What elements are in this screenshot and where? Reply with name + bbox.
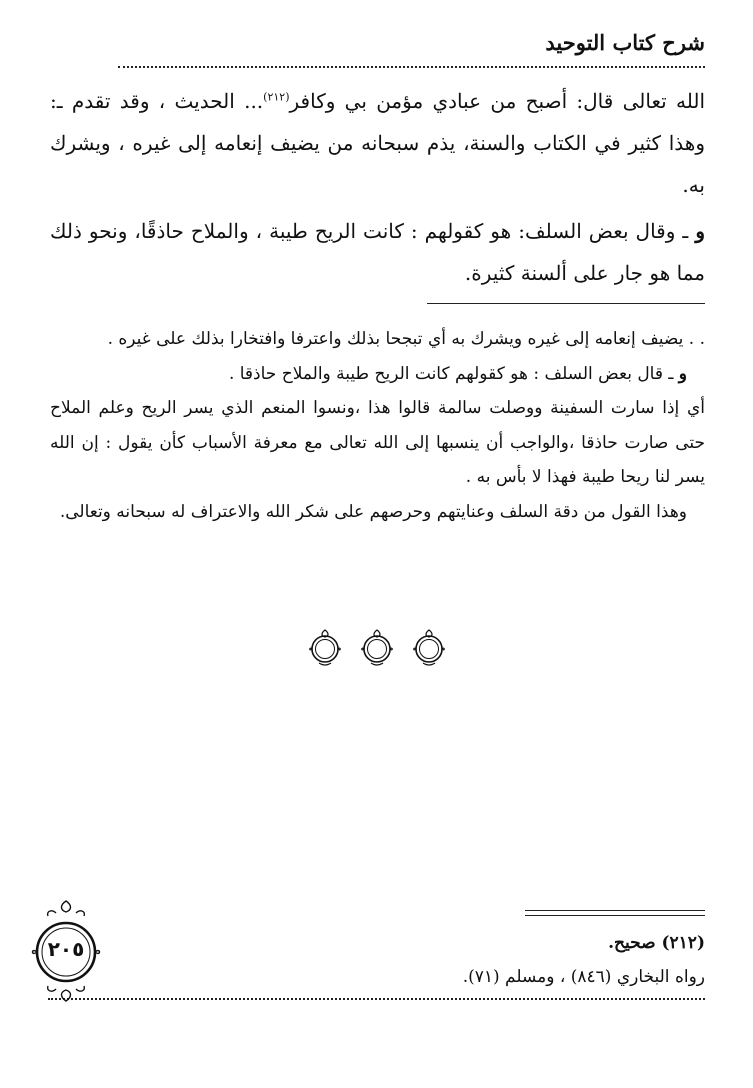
page-number: ٢٠٥ xyxy=(47,937,85,961)
floral-medallion-icon xyxy=(410,627,448,667)
main-text xyxy=(50,80,705,294)
floral-medallion-icon xyxy=(358,627,396,667)
main-paragraph-2: و ـ وقال بعض السلف: هو كقولهم : كانت الريح طيبة ، والملاح حاذقًا، ونحو ذلك مما هو جار على ألسنة كثيرة. xyxy=(50,219,705,285)
footnote-divider xyxy=(525,910,705,911)
paragraph-marker: و xyxy=(695,219,705,243)
footer-divider xyxy=(48,998,705,1000)
footnote-heading: (٢١٢) صحيح. xyxy=(608,933,705,953)
main-paragraph-1: الله تعالى قال: أصبح من عبادي مؤمن بي وكافر$^{(٢١٢)}$... الحديث ، وقد تقدم ـ: وهذا كثير في الكتاب والسنة، يذم سبحانه من يضيف إنعامه إلى غيره ، ويشرك به. xyxy=(50,89,706,197)
footnote-text: رواه البخاري (٨٤٦) ، ومسلم (٧١). xyxy=(462,967,705,987)
text-separator xyxy=(427,303,705,304)
commentary-paragraph-1: . . يضيف إنعامه إلى غيره ويشرك به أي تبجحا بذلك واعترفا وافتخارا بذلك على غيره . xyxy=(107,329,705,349)
footnote-divider-secondary xyxy=(525,915,705,916)
commentary-paragraph-4: وهذا القول من دقة السلف وعنايتهم وحرصهم على شكر الله والاعتراف له سبحانه وتعالى. xyxy=(59,501,687,522)
section-end-ornaments xyxy=(0,627,753,667)
footnotes xyxy=(105,926,705,994)
commentary-text xyxy=(50,322,705,529)
floral-medallion-icon xyxy=(306,627,344,667)
header-divider xyxy=(118,66,705,68)
commentary-paragraph-3: أي إذا سارت السفينة ووصلت سالمة قالوا هذا ،ونسوا المنعم الذي يسر الريح وعلم الملاح حتى صارت حاذقا ،والواجب أن ينسبها إلى الله تعالى مع معرفة الأسباب كأن يقول : إن الله يسر لنا ريحا طيبة فهذا لا بأس به . xyxy=(50,398,705,487)
footnote-reference[interactable]: (٢١٢) xyxy=(263,90,290,104)
page-number-medallion xyxy=(26,897,106,1005)
commentary-paragraph-2: و ـ قال بعض السلف : هو كقولهم كانت الريح طيبة والملاح حاذقا . xyxy=(228,363,687,384)
paragraph-marker: و xyxy=(678,363,687,384)
running-title: شرح كتاب التوحيد xyxy=(545,30,705,55)
